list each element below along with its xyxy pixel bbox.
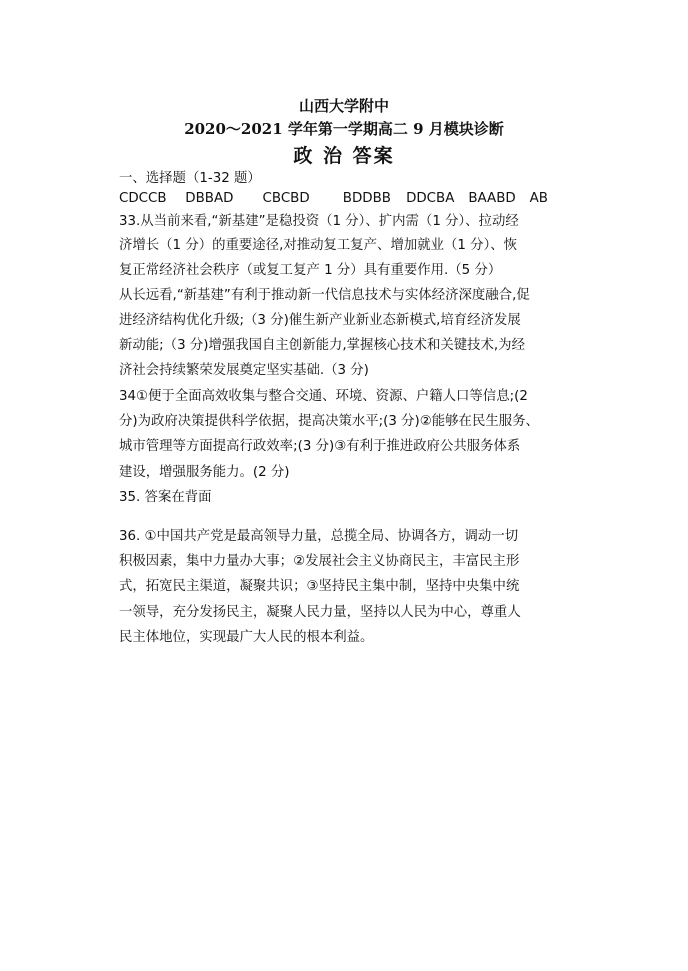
q33-line: 从长远看,“新基建”有利于推动新一代信息技术与实体经济深度融合,促: [119, 288, 530, 303]
section1-title: 一、选择题（1-32 题）: [119, 171, 261, 186]
q36-line: 一领导，充分发扬民主，凝聚人民力量，坚持以人民为中心，尊重人: [119, 605, 521, 620]
q33-line: 进经济结构优化升级;（3 分)催生新产业新业态新模式,培育经济发展: [119, 313, 521, 328]
q36-line: 36. ①中国共产党是最高领导力量，总揽全局、协调各方，调动一切: [119, 529, 519, 544]
subject-title: 政 治 答案: [293, 145, 395, 167]
school-name: 山西大学附中: [298, 97, 389, 115]
q35-note: 35. 答案在背面: [119, 490, 212, 505]
q34-line: 建设，增强服务能力。(2 分): [119, 465, 290, 480]
q33-line: 复正常经济社会秩序（或复工复产 1 分）具有重要作用.（5 分）: [119, 263, 502, 278]
q34-line: 城市管理等方面提高行政效率;(3 分)③有利于推进政府公共服务体系: [119, 439, 521, 454]
exam-title: 2020～2021 学年第一学期高二 9 月模块诊断: [184, 120, 504, 138]
answer-group-2: DBBAD: [185, 191, 234, 206]
q33-line: 济增长（1 分）的重要途径,对推动复工复产、增加就业（1 分）、恢: [119, 238, 518, 253]
answer-group-6: BAABD: [468, 191, 516, 206]
answer-group-1: CDCCB: [119, 191, 167, 206]
q33-line: 33.从当前来看,“新基建”是稳投资（1 分）、扩内需（1 分）、拉动经: [119, 214, 519, 229]
q36-line: 式，拓宽民主渠道，凝聚共识；③坚持民主集中制，坚持中央集中统: [119, 579, 520, 594]
q36-line: 民主体地位，实现最广大人民的根本利益。: [119, 630, 374, 645]
answer-group-3: CBCBD: [262, 191, 310, 206]
answer-group-5: DDCBA: [406, 191, 455, 206]
q34-line: 34①便于全面高效收集与整合交通、环境、资源、户籍人口等信息;(2: [119, 389, 528, 404]
q36-line: 积极因素，集中力量办大事；②发展社会主义协商民主，丰富民主形: [119, 554, 520, 569]
q34-line: 分)为政府决策提供科学依据，提高决策水平;(3 分)②能够在民生服务、: [119, 414, 539, 429]
answer-group-7: AB: [529, 191, 548, 206]
q33-line: 新动能;（3 分)增强我国自主创新能力,掌握核心技术和关键技术,为经: [119, 338, 525, 353]
q33-line: 济社会持续繁荣发展奠定坚实基础.（3 分): [119, 363, 369, 378]
choice-answers-row: [119, 190, 548, 208]
answer-group-4: BDDBB: [342, 191, 391, 206]
